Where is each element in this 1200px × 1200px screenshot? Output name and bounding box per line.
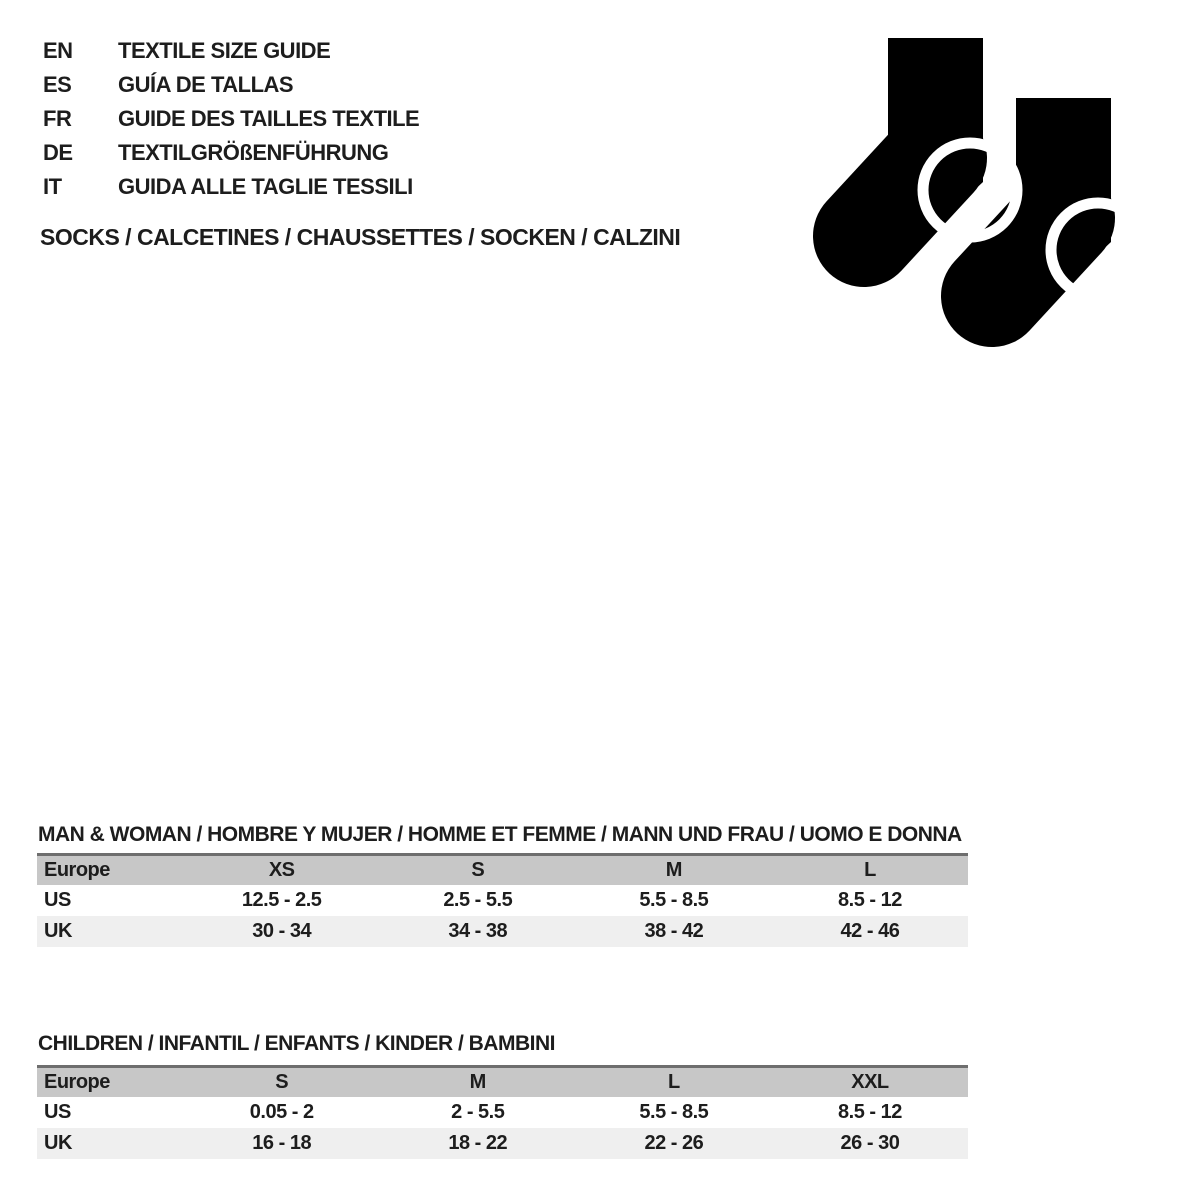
row-label: UK <box>44 1131 72 1154</box>
size-cell: 5.5 - 8.5 <box>639 888 709 911</box>
column-header-size: XS <box>268 858 295 881</box>
table-header-row <box>37 1067 968 1097</box>
table-row-uk <box>37 916 968 947</box>
size-cell: 2 - 5.5 <box>451 1100 505 1123</box>
size-cell: 5.5 - 8.5 <box>639 1100 709 1123</box>
size-cell: 8.5 - 12 <box>838 888 902 911</box>
language-code: ES <box>43 72 72 97</box>
language-row-it <box>43 170 419 204</box>
language-guide-title: TEXTILGRÖßENFÜHRUNG <box>118 140 389 165</box>
language-code: DE <box>43 140 73 165</box>
size-cell: 16 - 18 <box>252 1131 312 1154</box>
row-label: US <box>44 888 71 911</box>
size-cell: 12.5 - 2.5 <box>241 888 322 911</box>
size-cell: 34 - 38 <box>448 919 508 942</box>
children-size-table <box>37 1065 968 1159</box>
column-header-size: M <box>469 1070 486 1093</box>
column-header-size: L <box>864 858 876 881</box>
language-guide-list <box>43 34 419 204</box>
size-cell: 30 - 34 <box>252 919 312 942</box>
language-guide-title: GUIDA ALLE TAGLIE TESSILI <box>118 174 413 199</box>
language-row-fr <box>43 102 419 136</box>
size-cell: 22 - 26 <box>644 1131 704 1154</box>
size-cell: 42 - 46 <box>840 919 900 942</box>
row-label: UK <box>44 919 72 942</box>
language-guide-title: TEXTILE SIZE GUIDE <box>118 38 331 63</box>
size-cell: 38 - 42 <box>644 919 704 942</box>
size-cell: 26 - 30 <box>840 1131 900 1154</box>
size-cell: 0.05 - 2 <box>249 1100 314 1123</box>
size-cell: 18 - 22 <box>448 1131 508 1154</box>
children-section-title: CHILDREN / INFANTIL / ENFANTS / KINDER / BAMBINI <box>38 1032 555 1055</box>
table-row-uk <box>37 1128 968 1159</box>
children-section <box>37 1033 968 1159</box>
language-row-en <box>43 34 419 68</box>
language-guide-title: GUIDE DES TAILLES TEXTILE <box>118 106 420 131</box>
man-woman-section <box>37 824 968 947</box>
man-woman-size-table <box>37 853 968 947</box>
column-header-region: Europe <box>44 1070 110 1093</box>
language-guide-title: GUÍA DE TALLAS <box>118 72 294 97</box>
size-cell: 8.5 - 12 <box>838 1100 902 1123</box>
man-woman-section-title: MAN & WOMAN / HOMBRE Y MUJER / HOMME ET FEMME / MANN UND FRAU / UOMO E DONNA <box>38 823 962 846</box>
column-header-size: L <box>667 1070 680 1093</box>
table-header-row <box>37 855 968 885</box>
language-code: FR <box>43 106 72 131</box>
size-cell: 2.5 - 5.5 <box>443 888 513 911</box>
column-header-size: M <box>665 858 682 881</box>
language-code: IT <box>43 174 62 199</box>
socks-icon <box>810 28 1155 353</box>
table-row-us <box>37 1097 968 1128</box>
column-header-size: XXL <box>851 1070 889 1093</box>
column-header-size: S <box>275 1070 289 1093</box>
category-line: SOCKS / CALCETINES / CHAUSSETTES / SOCKEN / CALZINI <box>40 224 681 250</box>
column-header-size: S <box>471 858 485 881</box>
language-row-de <box>43 136 419 170</box>
table-row-us <box>37 885 968 916</box>
language-code: EN <box>43 38 73 63</box>
language-row-es <box>43 68 419 102</box>
row-label: US <box>44 1100 71 1123</box>
column-header-region: Europe <box>44 858 110 881</box>
